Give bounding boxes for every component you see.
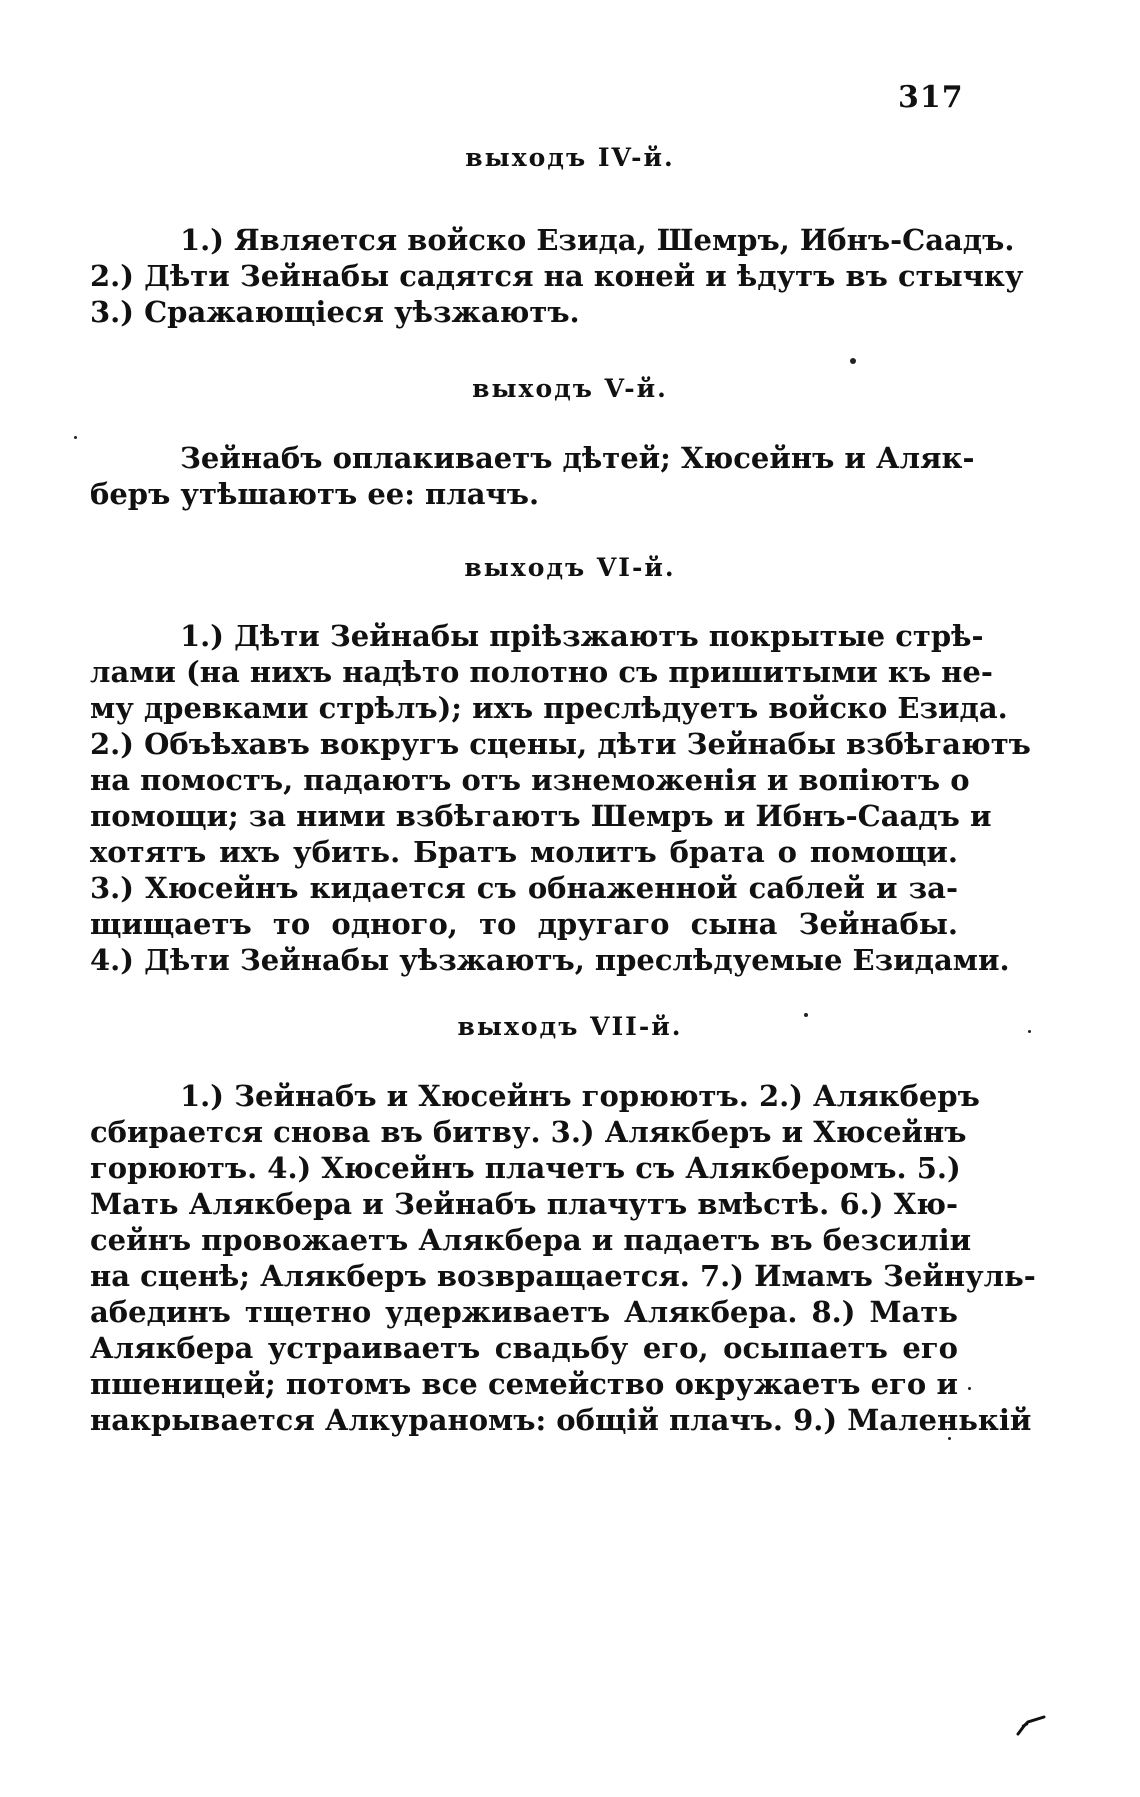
scan-speck bbox=[968, 1387, 971, 1390]
text-line: хотятъ ихъ убить. Братъ молитъ брата о помощи. bbox=[90, 835, 958, 869]
text-line: му древками стрѣлъ); ихъ преслѣдуетъ войско Езида. bbox=[90, 691, 1008, 725]
text-line: на сценѣ; Алякберъ возвращается. 7.) Имамъ Зейнуль- bbox=[90, 1259, 1036, 1293]
scan-speck bbox=[74, 436, 77, 439]
text-line: 3.) Хюсейнъ кидается съ обнаженной саблей и за- bbox=[90, 871, 958, 905]
scan-speck bbox=[804, 1013, 808, 1017]
text-line: щищаетъ то одного, то другаго сына Зейнабы. bbox=[90, 907, 958, 941]
text-line: Зейнабъ оплакиваетъ дѣтей; Хюсейнъ и Аляк- bbox=[180, 441, 975, 475]
text-line: 3.) Сражающіеся уѣзжаютъ. bbox=[90, 295, 580, 329]
text-line: Алякбера устраиваетъ свадьбу его, осыпаетъ его bbox=[90, 1331, 958, 1365]
scan-speck bbox=[948, 1437, 951, 1440]
text-line: горюютъ. 4.) Хюсейнъ плачетъ съ Алякберомъ. 5.) bbox=[90, 1151, 961, 1185]
section-text-5 bbox=[90, 440, 975, 512]
text-line: 1.) Является войско Езида, Шемръ, Ибнъ-Саадъ. bbox=[180, 223, 1015, 257]
text-line: беръ утѣшаютъ ее: плачъ. bbox=[90, 477, 540, 511]
text-line: 1.) Дѣти Зейнабы пріѣзжаютъ покрытые стрѣ- bbox=[180, 619, 984, 653]
text-line: пшеницей; потомъ все семейство окружаетъ его и bbox=[90, 1367, 958, 1401]
section-text-4 bbox=[90, 222, 1024, 330]
section-text-6 bbox=[90, 618, 1031, 978]
text-line: 2.) Объѣхавъ вокругъ сцены, дѣти Зейнабы взбѣгаютъ bbox=[90, 727, 1031, 761]
text-line: 1.) Зейнабъ и Хюсейнъ горюютъ. 2.) Алякберъ bbox=[180, 1079, 980, 1113]
section-text-7 bbox=[90, 1078, 1036, 1438]
scan-speck bbox=[1028, 1030, 1031, 1033]
text-line: сбирается снова въ битву. 3.) Алякберъ и Хюсейнъ bbox=[90, 1115, 967, 1149]
text-line: абединъ тщетно удерживаетъ Алякбера. 8.) Мать bbox=[90, 1295, 958, 1329]
section-heading-7: выходъ VII-й. bbox=[457, 1012, 683, 1041]
text-line: лами (на нихъ надѣто полотно съ пришитыми къ не- bbox=[90, 655, 993, 689]
text-line: на помостъ, падаютъ отъ изнеможенія и вопіютъ о bbox=[90, 763, 970, 797]
text-line: 4.) Дѣти Зейнабы уѣзжаютъ, преслѣдуемые Езидами. bbox=[90, 943, 1010, 977]
section-heading-5: выходъ V-й. bbox=[472, 374, 668, 403]
page-number: 317 bbox=[898, 80, 964, 115]
section-heading-4: выходъ IV-й. bbox=[465, 143, 675, 172]
text-line: сейнъ провожаетъ Алякбера и падаетъ въ безсиліи bbox=[90, 1223, 972, 1257]
text-line: 2.) Дѣти Зейнабы садятся на коней и ѣдутъ въ стычку bbox=[90, 259, 1024, 293]
text-line: Мать Алякбера и Зейнабъ плачутъ вмѣстѣ. 6.) Хю- bbox=[90, 1187, 958, 1221]
text-line: помощи; за ними взбѣгаютъ Шемръ и Ибнъ-Саадъ и bbox=[90, 799, 992, 833]
pen-mark-icon bbox=[1016, 1714, 1046, 1736]
text-line: накрывается Алкураномъ: общій плачъ. 9.) Маленькій bbox=[90, 1403, 1032, 1437]
section-heading-6: выходъ VI-й. bbox=[464, 553, 676, 582]
scan-speck bbox=[850, 358, 856, 364]
